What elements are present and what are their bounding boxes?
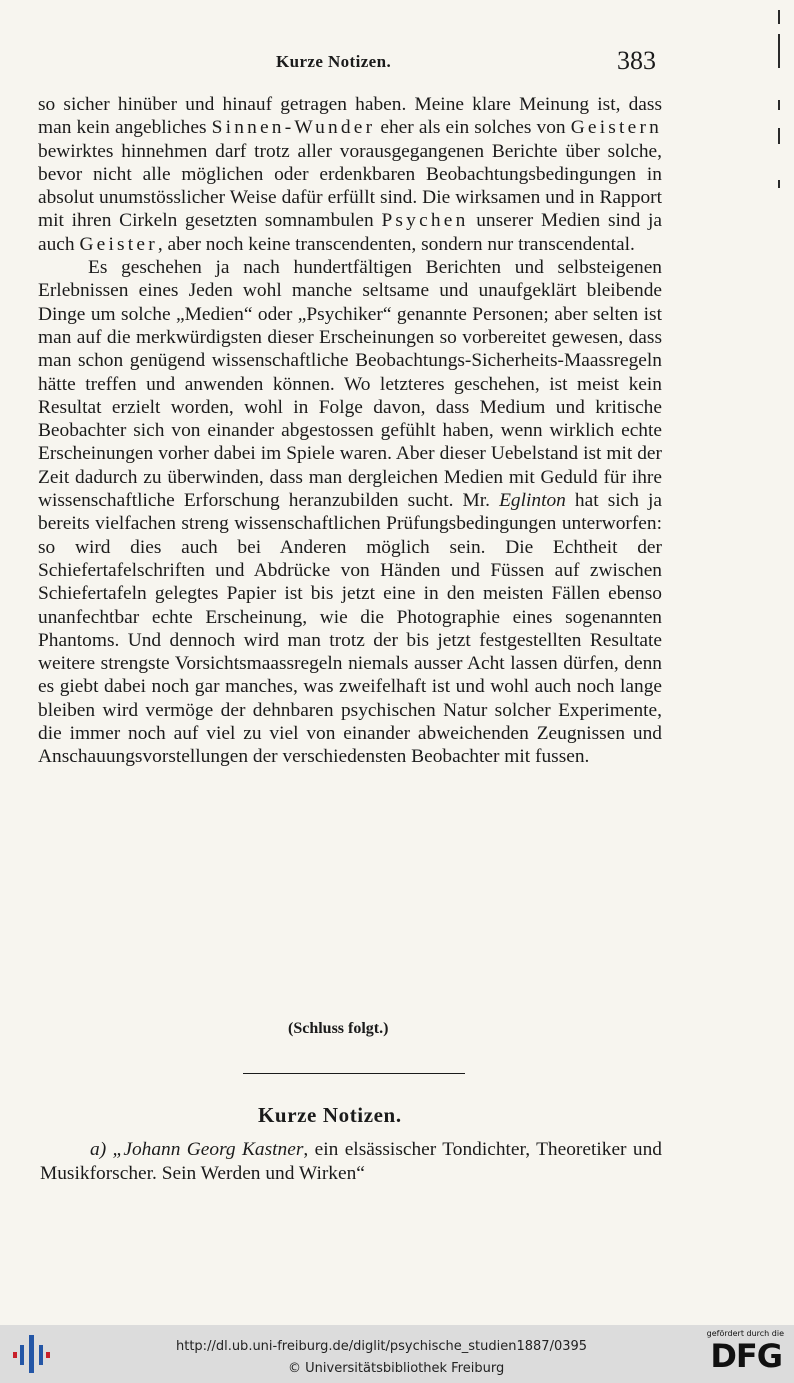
text-run: Es geschehen ja nach hundertfältigen Berichten und selbsteigenen Erlebnissen eines Jeden wohl manche seltsame und unaufgeklärt bleibende Dinge um solche „Medien“ oder „Psychiker“ genannte Personen; aber selten ist man auf die merkwürdigsten dieser Erscheinungen so vorbereitet gewesen, dass man schon genügend wissenschaftliche Beobachtungs-Sicherheits-Maassregeln hätte treffen und anwenden können. Wo letzteres geschehen, ist meist kein Resultat erzielt worden, wohl in Folge davon, dass Medium und kritische Beobachter sich von einander abgestossen gefühlt haben, wenn wirklich echte Erscheinungen vorher dabei im Spiele waren. Aber dieser Uebelstand ist mit der Zeit dadurch zu überwinden, dass man dergleichen Medien mit Geduld für ihre wissenschaftliche Erforschung heranzubilden sucht. Mr.	[38, 257, 662, 512]
running-title: Kurze Notizen.	[276, 52, 392, 71]
notice-title: „Johann Georg Kastner	[112, 1139, 304, 1160]
text-run: eher als ein solches von	[375, 117, 571, 139]
notice-marker: a)	[90, 1139, 107, 1160]
paragraph-2	[38, 256, 662, 769]
paragraph-1	[38, 93, 662, 256]
page-edge-marks	[768, 0, 780, 1325]
section-heading: Kurze Notizen.	[258, 1103, 402, 1127]
text-run: bewirktes hinnehmen darf trotz aller vorausgegangenen Berichte über solche, bevor nicht alle möglichen oder erdenkbaren Beobachtungsbedingungen in absolut unumstösslicher Weise dafür erfüllt sind. Die wirksamen und in Rapport mit ihren Cirkeln gesetzten somnambulen	[38, 140, 662, 232]
text-run: hat sich ja bereits vielfachen streng wissenschaftlichen Prüfungsbedingungen unterworfen: so wird dies auch bei Anderen möglich sein. Die Echtheit der Schiefertafelschriften und Abdrücke von Händen und Füssen auf zwischen Schiefertafeln gelegtes Papier ist bis jetzt eine in den meisten Fällen ebenso unanfechtbar echte Erscheinung, wie die Photographie eines sogenannten Phantoms. Und dennoch wird man trotz der bis jetzt festgestellten Resultate weitere strengste Vorsichtsmaassregeln niemals ausser Acht lassen dürfen, denn es giebt dabei noch gar manches, was zweifelhaft ist und wohl auch noch lange bleiben wird vermöge der dehnbaren psychischen Natur solcher Experimente, die immer noch auf viel zu viel von einander abweichenden Zeugnissen und Anschauungsvorstellungen der verschiedensten Beobachter mit fussen.	[38, 490, 662, 768]
spaced-term: Sinnen-Wunder	[211, 117, 376, 139]
text-run: , aber noch keine transcendenten, sondern nur transcendental.	[157, 233, 635, 255]
page-number: 383	[617, 46, 656, 75]
spaced-term: Geistern	[570, 117, 662, 139]
closing-note: (Schluss folgt.)	[288, 1020, 389, 1037]
spaced-term: Geister	[79, 233, 158, 255]
text-run: , ein elsässischer Tondichter, Theoretiker und Musikforscher. Sein Werden und Wirken“	[40, 1139, 662, 1184]
article-body	[38, 93, 662, 769]
dfg-logo: DFG	[710, 1337, 782, 1375]
permalink-url[interactable]: http://dl.ub.uni-freiburg.de/diglit/psychische_studien1887/0395	[176, 1339, 588, 1354]
section-divider	[243, 1073, 465, 1074]
italic-name: Eglinton	[499, 490, 566, 512]
text-run: so sicher hinüber und hinauf getragen haben. Meine klare Meinung ist, dass man kein angebliches	[38, 94, 662, 139]
footer-bar	[0, 1325, 794, 1383]
text-run: unserer Medien sind ja auch	[38, 210, 662, 255]
dfg-tagline: gefördert durch die	[706, 1329, 784, 1338]
spaced-term: Psychen	[381, 210, 469, 232]
notice-a	[40, 1138, 662, 1186]
copyright-text: © Universitätsbibliothek Freiburg	[288, 1361, 505, 1376]
library-logo-icon	[12, 1333, 52, 1375]
